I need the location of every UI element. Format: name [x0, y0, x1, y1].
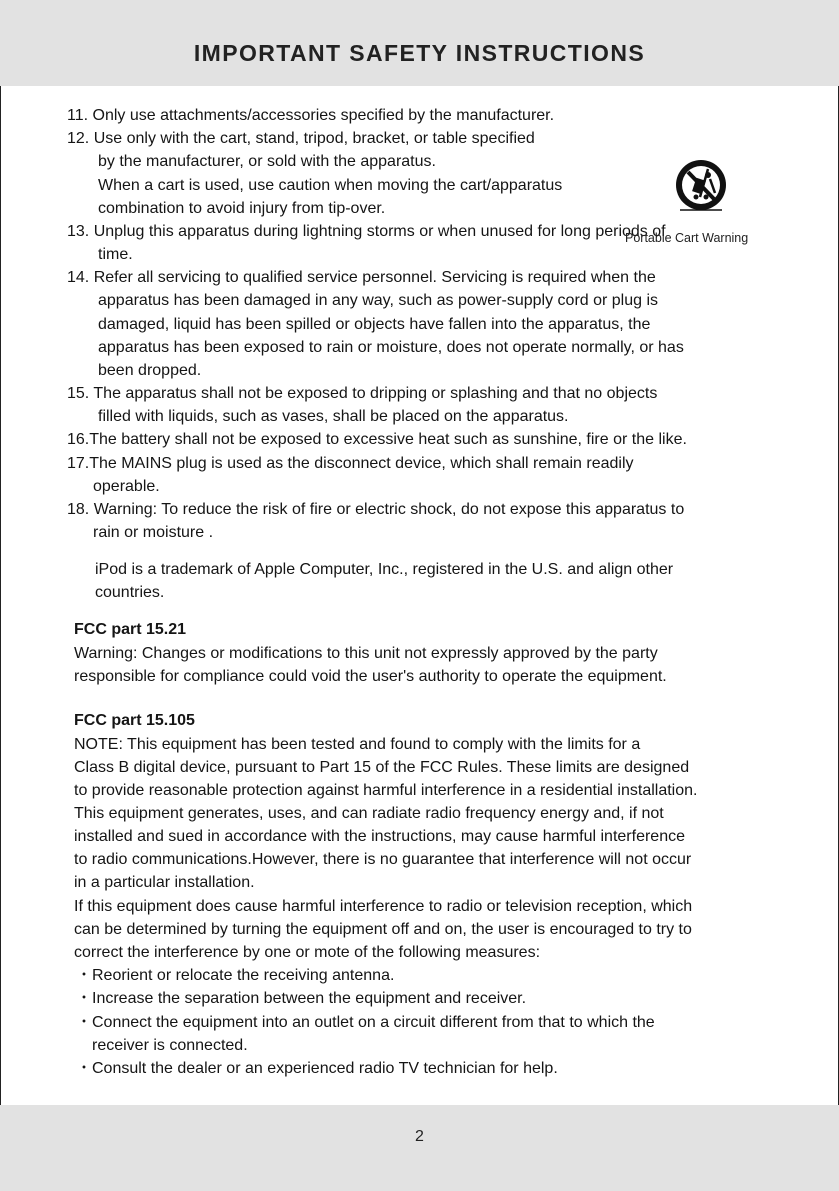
text-line: Class B digital device, pursuant to Part 15 of the FCC Rules. These limits are designed — [74, 759, 690, 776]
text-line: responsible for compliance could void the user's authority to operate the equipment. — [74, 668, 667, 685]
page-number: 2 — [415, 1128, 424, 1145]
text-line: This equipment generates, uses, and can radiate radio frequency energy and, if not — [74, 805, 664, 822]
text-line: installed and sued in accordance with the instructions, may cause harmful interference — [74, 828, 685, 845]
text-line: to radio communications.However, there is no guarantee that interference will not occur — [74, 851, 692, 868]
text-line: to provide reasonable protection against harmful interference in a residential installation. — [74, 782, 698, 799]
text-line: damaged, liquid has been spilled or objects have fallen into the apparatus, the — [98, 316, 651, 333]
text-line: When a cart is used, use caution when moving the cart/apparatus — [98, 177, 563, 194]
text-line: countries. — [95, 584, 165, 601]
text-line: ・Consult the dealer or an experienced radio TV technician for help. — [76, 1060, 558, 1077]
text-line: been dropped. — [98, 362, 202, 379]
text-line: operable. — [93, 478, 160, 495]
text-line: correct the interference by one or mote of the following measures: — [74, 944, 541, 961]
section-heading: FCC part 15.105 — [74, 712, 195, 729]
text-line: ・Increase the separation between the equipment and receiver. — [76, 990, 527, 1007]
text-line: Warning: Changes or modifications to this unit not expressly approved by the party — [74, 645, 658, 662]
text-line: 18. Warning: To reduce the risk of fire or electric shock, do not expose this apparatus to — [67, 501, 685, 518]
footer-band — [0, 1105, 839, 1191]
text-line: filled with liquids, such as vases, shall be placed on the apparatus. — [98, 408, 569, 425]
text-line: iPod is a trademark of Apple Computer, Inc., registered in the U.S. and align other — [95, 561, 674, 578]
text-line: apparatus has been exposed to rain or moisture, does not operate normally, or has — [98, 339, 684, 356]
text-line: 14. Refer all servicing to qualified service personnel. Servicing is required when the — [67, 269, 656, 286]
text-line: NOTE: This equipment has been tested and found to comply with the limits for a — [74, 736, 641, 753]
text-line: 15. The apparatus shall not be exposed to dripping or splashing and that no objects — [67, 385, 658, 402]
text-line: ・Reorient or relocate the receiving antenna. — [76, 967, 395, 984]
text-line: receiver is connected. — [92, 1037, 248, 1054]
text-line: can be determined by turning the equipment off and on, the user is encouraged to try to — [74, 921, 692, 938]
text-line: 12. Use only with the cart, stand, tripod, bracket, or table specified — [67, 130, 535, 147]
cart-warning-caption: Portable Cart Warning — [625, 231, 749, 245]
text-line: in a particular installation. — [74, 874, 255, 891]
text-line: 16.The battery shall not be exposed to excessive heat such as sunshine, fire or the like. — [67, 431, 687, 448]
text-line: 17.The MAINS plug is used as the disconnect device, which shall remain readily — [67, 455, 634, 472]
portable-cart-warning-icon — [670, 157, 732, 215]
text-line: apparatus has been damaged in any way, such as power-supply cord or plug is — [98, 292, 659, 309]
text-line: 13. Unplug this apparatus during lightning storms or when unused for long periods of — [67, 223, 666, 240]
text-line: If this equipment does cause harmful interference to radio or television reception, which — [74, 898, 693, 915]
text-line: by the manufacturer, or sold with the apparatus. — [98, 153, 436, 170]
text-line: combination to avoid injury from tip-over. — [98, 200, 386, 217]
page-title: IMPORTANT SAFETY INSTRUCTIONS — [193, 40, 646, 66]
text-line: ・Connect the equipment into an outlet on a circuit different from that to which the — [76, 1014, 655, 1031]
text-line: 11. Only use attachments/accessories specified by the manufacturer. — [67, 107, 555, 124]
section-heading: FCC part 15.21 — [74, 621, 187, 638]
text-line: time. — [98, 246, 133, 263]
text-line: rain or moisture . — [93, 524, 214, 541]
